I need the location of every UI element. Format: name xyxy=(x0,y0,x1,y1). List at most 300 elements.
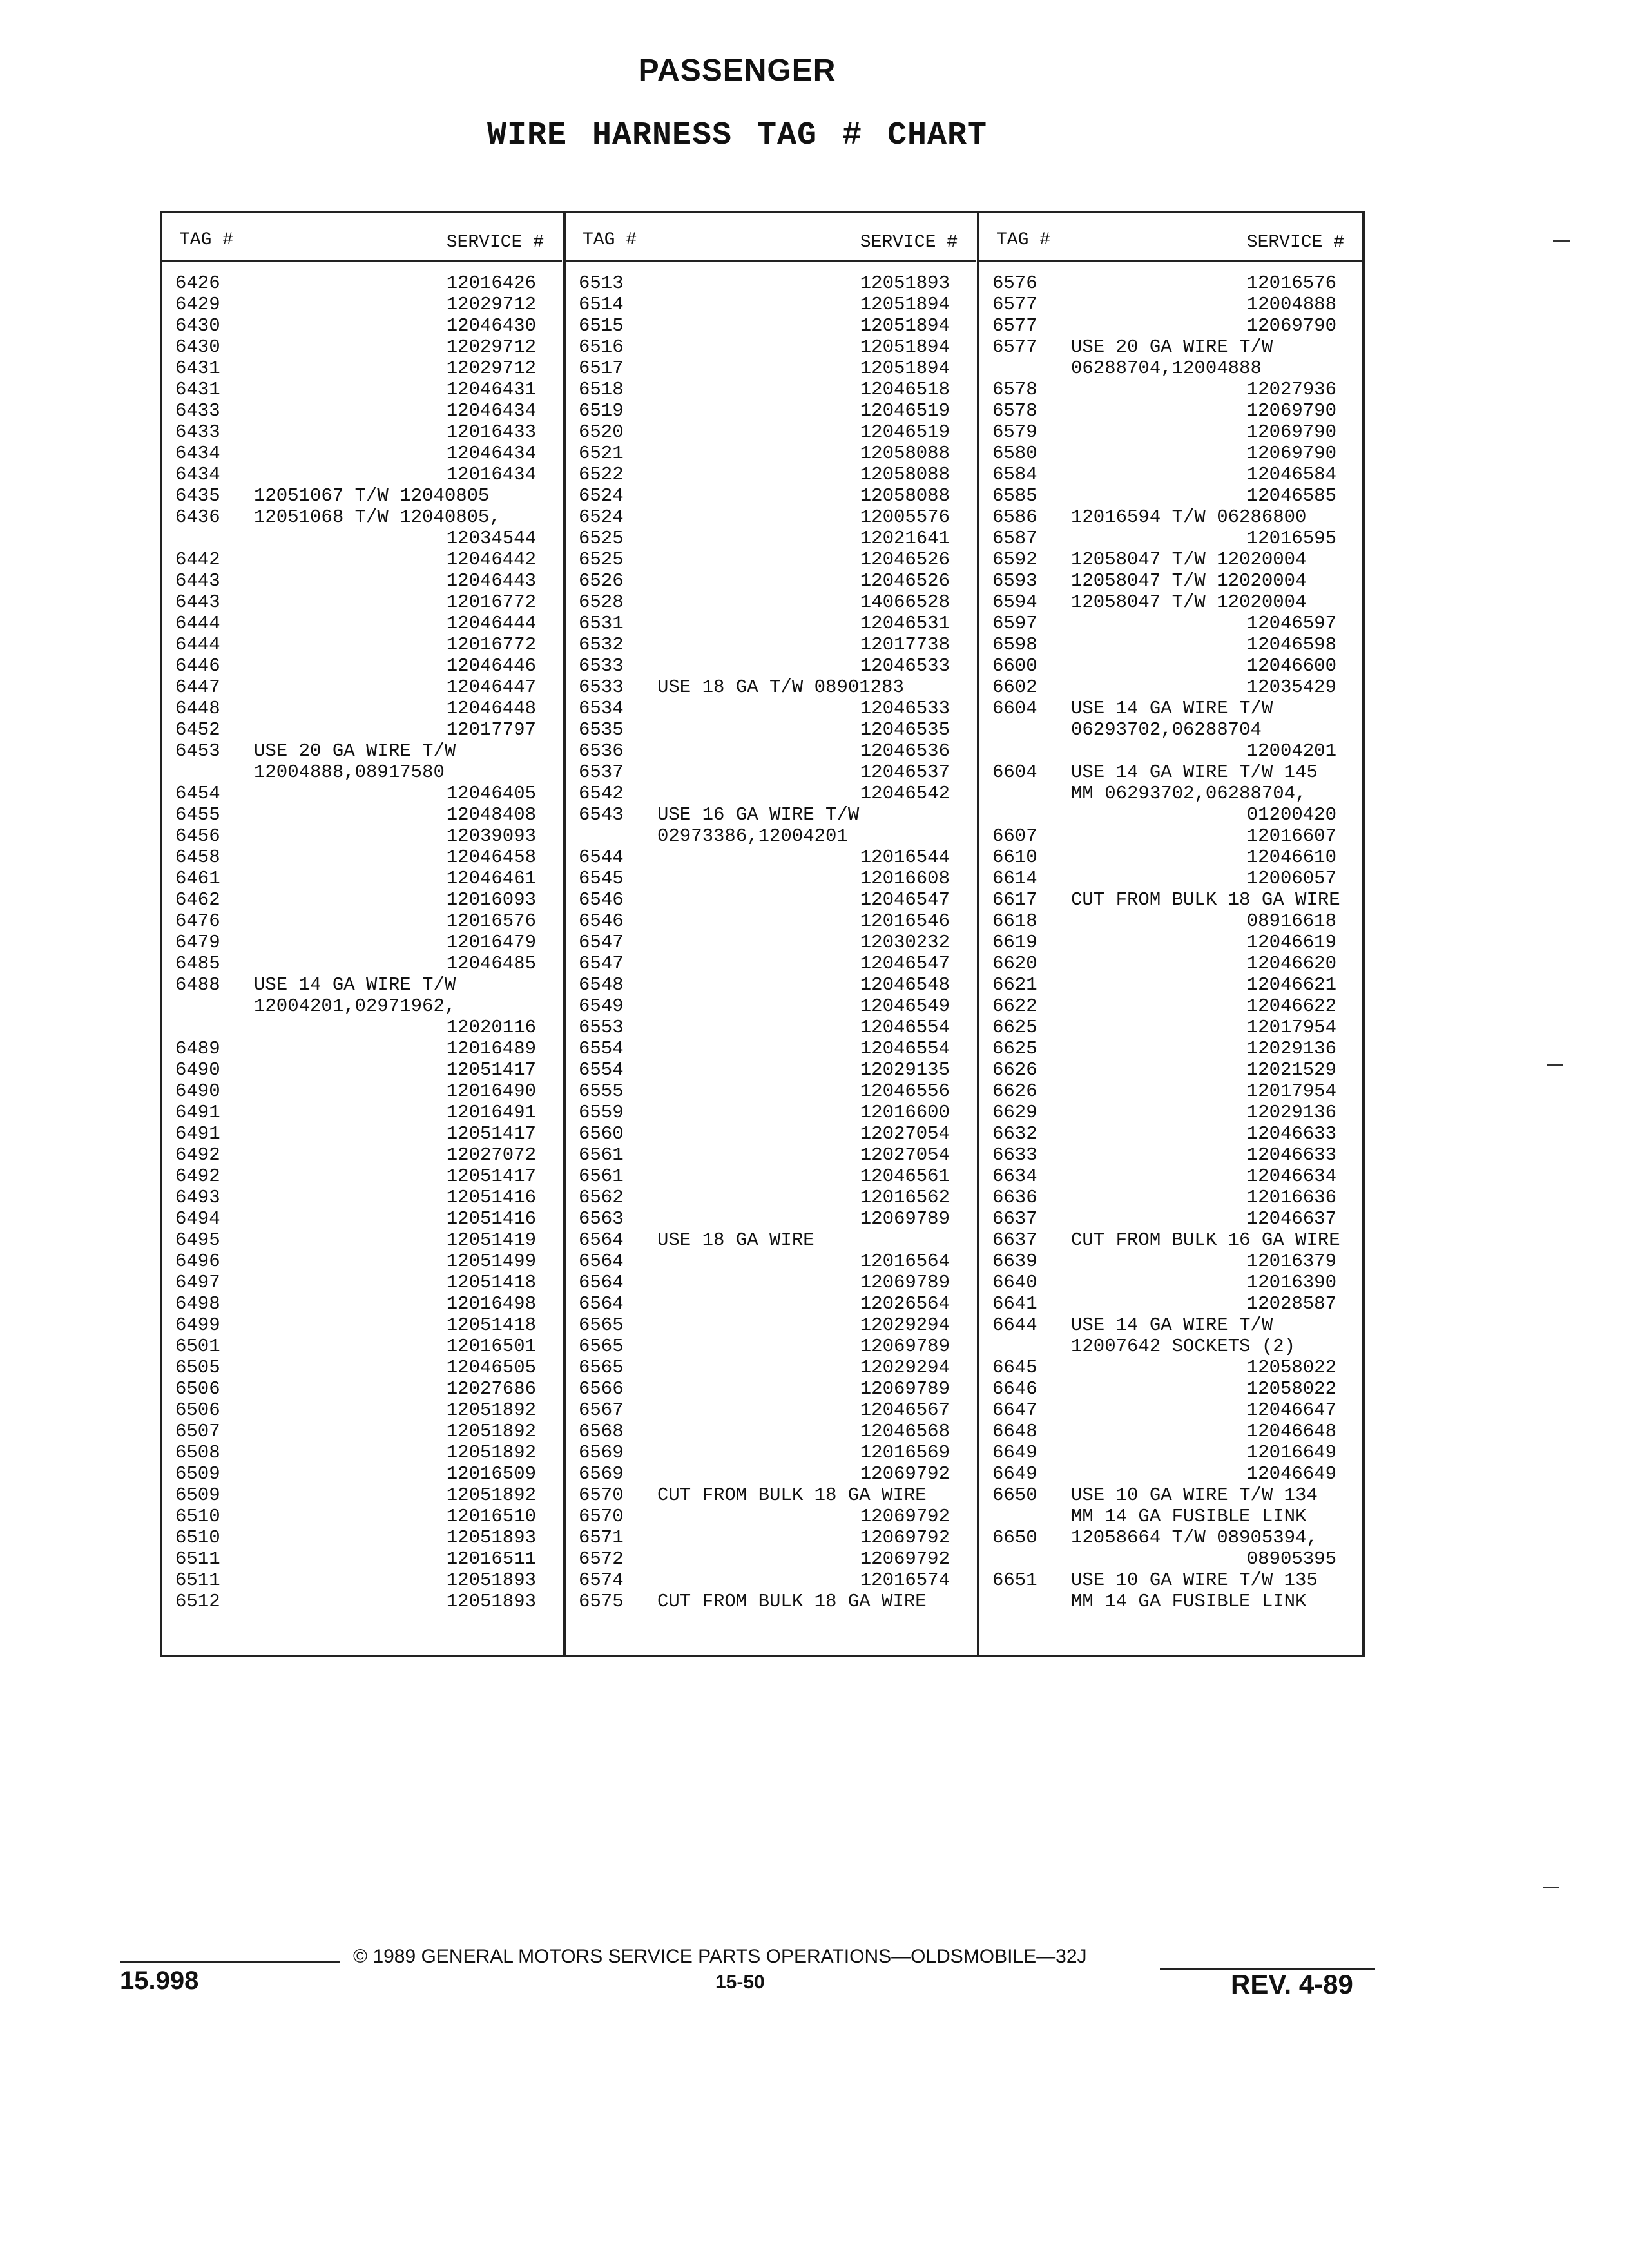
tag-number: 6456 xyxy=(175,825,220,847)
table-row xyxy=(162,910,562,932)
tag-number: 6626 xyxy=(992,1059,1037,1081)
service-number: 12046405 xyxy=(446,783,536,804)
tag-number: 6429 xyxy=(175,294,220,315)
table-row xyxy=(979,1229,1362,1251)
service-number: 12058047 T/W 12020004 xyxy=(1071,549,1307,570)
service-number: 12051892 xyxy=(446,1442,536,1463)
service-number: 12046461 xyxy=(446,868,536,889)
tag-number: 6546 xyxy=(579,910,624,932)
tag-number: 6580 xyxy=(992,443,1037,464)
table-row xyxy=(162,1548,562,1570)
service-number: 12016434 xyxy=(446,464,536,485)
tag-number: 6547 xyxy=(579,953,624,974)
tag-number: 6554 xyxy=(579,1059,624,1081)
tag-number: 6607 xyxy=(992,825,1037,847)
tag-number: 6637 xyxy=(992,1229,1037,1251)
service-number: USE 14 GA WIRE T/W xyxy=(1071,1314,1273,1336)
table-row xyxy=(979,1570,1362,1591)
tag-number: 6491 xyxy=(175,1102,220,1123)
table-row xyxy=(979,273,1362,294)
tag-number: 6525 xyxy=(579,528,624,549)
table-row xyxy=(566,506,976,528)
tag-number: 6511 xyxy=(175,1548,220,1570)
table-row xyxy=(566,591,976,613)
tag-number: 6533 xyxy=(579,655,624,677)
table-row xyxy=(162,1570,562,1591)
column-header xyxy=(566,213,976,262)
footer-copyright: © 1989 GENERAL MOTORS SERVICE PARTS OPERATIONS—OLDSMOBILE—32J xyxy=(353,1946,1087,1967)
service-number: 12046600 xyxy=(1246,655,1336,677)
table-row xyxy=(979,613,1362,634)
service-number: 12016489 xyxy=(446,1038,536,1059)
table-row xyxy=(979,1102,1362,1123)
service-number: 12051068 T/W 12040805, xyxy=(254,506,501,528)
service-number: 12058047 T/W 12020004 xyxy=(1071,570,1307,591)
tag-number: 6574 xyxy=(579,1570,624,1591)
table-row xyxy=(566,421,976,443)
table-row xyxy=(566,1187,976,1208)
table-row xyxy=(162,783,562,804)
service-number: 12046519 xyxy=(860,421,950,443)
service-number: 12046647 xyxy=(1246,1399,1336,1421)
service-number: 12016544 xyxy=(860,847,950,868)
service-number: USE 18 GA WIRE xyxy=(657,1229,815,1251)
service-number: USE 20 GA WIRE T/W xyxy=(1071,336,1273,358)
service-number: 12016546 xyxy=(860,910,950,932)
service-number: 12004201 xyxy=(1246,740,1336,762)
service-number: 12046526 xyxy=(860,549,950,570)
service-number: 12016491 xyxy=(446,1102,536,1123)
table-row xyxy=(979,1251,1362,1272)
tag-number: 6479 xyxy=(175,932,220,953)
table-row xyxy=(979,1591,1362,1612)
service-number: 12016562 xyxy=(860,1187,950,1208)
margin-mark xyxy=(1547,1064,1563,1066)
service-number: 12046547 xyxy=(860,953,950,974)
tag-number: 6443 xyxy=(175,570,220,591)
service-number: 12020116 xyxy=(446,1017,536,1038)
tag-number: 6515 xyxy=(579,315,624,336)
tag-number: 6614 xyxy=(992,868,1037,889)
tag-number: 6497 xyxy=(175,1272,220,1293)
service-number: 12016433 xyxy=(446,421,536,443)
tag-number: 6528 xyxy=(579,591,624,613)
tag-number: 6510 xyxy=(175,1506,220,1527)
table-column-1 xyxy=(162,213,562,1655)
service-number: 12046537 xyxy=(860,762,950,783)
tag-number: 6492 xyxy=(175,1166,220,1187)
service-number: 12046649 xyxy=(1246,1463,1336,1485)
tag-number: 6544 xyxy=(579,847,624,868)
service-number: 12016607 xyxy=(1246,825,1336,847)
tag-number: 6543 xyxy=(579,804,624,825)
table-row xyxy=(566,719,976,740)
table-row xyxy=(979,1442,1362,1463)
table-row xyxy=(566,294,976,315)
table-row xyxy=(162,1123,562,1144)
service-number: 12016426 xyxy=(446,273,536,294)
column-header xyxy=(162,213,562,262)
table-row xyxy=(162,698,562,719)
service-number: 12028587 xyxy=(1246,1293,1336,1314)
tag-number: 6545 xyxy=(579,868,624,889)
service-number: 12051894 xyxy=(860,294,950,315)
service-number: 12051894 xyxy=(860,336,950,358)
table-row xyxy=(979,634,1362,655)
service-number: 12069790 xyxy=(1246,315,1336,336)
header-service: SERVICE # xyxy=(1246,233,1344,253)
table-row xyxy=(162,1293,562,1314)
table-row xyxy=(162,932,562,953)
tag-number: 6564 xyxy=(579,1293,624,1314)
table-row xyxy=(566,1102,976,1123)
table-row xyxy=(162,506,562,528)
column-rows xyxy=(979,273,1362,1612)
table-row xyxy=(566,570,976,591)
tag-number: 6525 xyxy=(579,549,624,570)
table-row xyxy=(566,1570,976,1591)
service-number: 12046568 xyxy=(860,1421,950,1442)
tag-number: 6520 xyxy=(579,421,624,443)
table-row xyxy=(979,762,1362,783)
page-title: PASSENGER xyxy=(638,53,836,88)
tag-number: 6531 xyxy=(579,613,624,634)
table-row xyxy=(162,1102,562,1123)
service-number: 12046526 xyxy=(860,570,950,591)
tag-number: 6522 xyxy=(579,464,624,485)
table-row xyxy=(162,464,562,485)
service-number: 12069792 xyxy=(860,1506,950,1527)
tag-number: 6636 xyxy=(992,1187,1037,1208)
service-number: 12029136 xyxy=(1246,1038,1336,1059)
table-row xyxy=(566,1314,976,1336)
service-number: CUT FROM BULK 16 GA WIRE xyxy=(1071,1229,1340,1251)
table-row xyxy=(979,740,1362,762)
tag-number: 6560 xyxy=(579,1123,624,1144)
service-number: 12046448 xyxy=(446,698,536,719)
table-row xyxy=(566,336,976,358)
table-row xyxy=(566,634,976,655)
service-number: 12016576 xyxy=(446,910,536,932)
table-row xyxy=(979,1187,1362,1208)
service-number: 12016636 xyxy=(1246,1187,1336,1208)
column-rows xyxy=(162,273,562,1612)
tag-number: 6524 xyxy=(579,506,624,528)
table-row xyxy=(162,953,562,974)
service-number: 12029712 xyxy=(446,336,536,358)
service-number: 12017738 xyxy=(860,634,950,655)
service-number: 12016479 xyxy=(446,932,536,953)
tag-number: 6644 xyxy=(992,1314,1037,1336)
table-row xyxy=(566,825,976,847)
table-row xyxy=(566,677,976,698)
service-number: 12046619 xyxy=(1246,932,1336,953)
table-row xyxy=(979,932,1362,953)
service-number: 12016509 xyxy=(446,1463,536,1485)
table-row xyxy=(566,1208,976,1229)
service-number: MM 06293702,06288704, xyxy=(1071,783,1307,804)
table-row xyxy=(162,1463,562,1485)
service-number: 12046434 xyxy=(446,400,536,421)
tag-number: 6521 xyxy=(579,443,624,464)
service-number: 12005576 xyxy=(860,506,950,528)
service-number: 12051893 xyxy=(446,1527,536,1548)
service-number: 12029136 xyxy=(1246,1102,1336,1123)
service-number: 12051416 xyxy=(446,1187,536,1208)
table-row xyxy=(566,1166,976,1187)
table-row xyxy=(566,1527,976,1548)
service-number: 12016501 xyxy=(446,1336,536,1357)
tag-number: 6496 xyxy=(175,1251,220,1272)
table-row xyxy=(979,655,1362,677)
service-number: 12051894 xyxy=(860,358,950,379)
service-number: 12069789 xyxy=(860,1378,950,1399)
table-row xyxy=(979,1208,1362,1229)
table-row xyxy=(979,1272,1362,1293)
service-number: 12069790 xyxy=(1246,421,1336,443)
tag-number: 6625 xyxy=(992,1038,1037,1059)
footer-rule xyxy=(120,1961,340,1963)
service-number: 12016574 xyxy=(860,1570,950,1591)
service-number: 12046533 xyxy=(860,655,950,677)
tag-number: 6454 xyxy=(175,783,220,804)
table-row xyxy=(979,1357,1362,1378)
table-row xyxy=(979,528,1362,549)
service-number: 12046561 xyxy=(860,1166,950,1187)
service-number: 06288704,12004888 xyxy=(1071,358,1262,379)
tag-number: 6513 xyxy=(579,273,624,294)
table-row xyxy=(566,315,976,336)
table-row xyxy=(162,400,562,421)
tag-number: 6488 xyxy=(175,974,220,995)
column-rows xyxy=(566,273,976,1612)
service-number: 12016511 xyxy=(446,1548,536,1570)
tag-number: 6597 xyxy=(992,613,1037,634)
tag-number: 6553 xyxy=(579,1017,624,1038)
service-number: 12046536 xyxy=(860,740,950,762)
service-number: 12051892 xyxy=(446,1399,536,1421)
table-row xyxy=(979,591,1362,613)
chart-title: WIRE HARNESS TAG # CHART xyxy=(487,117,988,154)
table-row xyxy=(566,1357,976,1378)
tag-number: 6495 xyxy=(175,1229,220,1251)
tag-number: 6576 xyxy=(992,273,1037,294)
tag-number: 6561 xyxy=(579,1166,624,1187)
service-number: 12046556 xyxy=(860,1081,950,1102)
tag-number: 6578 xyxy=(992,379,1037,400)
tag-number: 6578 xyxy=(992,400,1037,421)
service-number: 12069792 xyxy=(860,1463,950,1485)
table-row xyxy=(566,995,976,1017)
tag-number: 6610 xyxy=(992,847,1037,868)
tag-number: 6569 xyxy=(579,1463,624,1485)
table-row xyxy=(162,740,562,762)
service-number: 12039093 xyxy=(446,825,536,847)
tag-number: 6584 xyxy=(992,464,1037,485)
table-row xyxy=(566,889,976,910)
service-number: 12046620 xyxy=(1246,953,1336,974)
table-row xyxy=(566,932,976,953)
table-row xyxy=(162,1144,562,1166)
table-row xyxy=(566,1463,976,1485)
service-number: 08905395 xyxy=(1246,1548,1336,1570)
service-number: 08916618 xyxy=(1246,910,1336,932)
service-number: USE 20 GA WIRE T/W xyxy=(254,740,456,762)
tag-number: 6498 xyxy=(175,1293,220,1314)
table-row xyxy=(566,1336,976,1357)
service-number: 01200420 xyxy=(1246,804,1336,825)
tag-number: 6645 xyxy=(992,1357,1037,1378)
table-row xyxy=(566,1038,976,1059)
tag-number: 6571 xyxy=(579,1527,624,1548)
service-number: 12046622 xyxy=(1246,995,1336,1017)
table-row xyxy=(566,1059,976,1081)
service-number: 12016576 xyxy=(1246,273,1336,294)
tag-number: 6572 xyxy=(579,1548,624,1570)
tag-number: 6565 xyxy=(579,1314,624,1336)
table-row xyxy=(979,1399,1362,1421)
table-row xyxy=(162,379,562,400)
tag-number: 6430 xyxy=(175,315,220,336)
table-row xyxy=(162,1208,562,1229)
table-row xyxy=(979,549,1362,570)
tag-number: 6634 xyxy=(992,1166,1037,1187)
table-row xyxy=(979,1293,1362,1314)
table-row xyxy=(566,1378,976,1399)
tag-number: 6501 xyxy=(175,1336,220,1357)
service-number: 12069789 xyxy=(860,1336,950,1357)
service-number: 12046549 xyxy=(860,995,950,1017)
table-row xyxy=(979,570,1362,591)
tag-number: 6462 xyxy=(175,889,220,910)
service-number: 12046442 xyxy=(446,549,536,570)
service-number: 12046637 xyxy=(1246,1208,1336,1229)
tag-number: 6458 xyxy=(175,847,220,868)
table-row xyxy=(162,1357,562,1378)
tag-number: 6620 xyxy=(992,953,1037,974)
table-row xyxy=(979,464,1362,485)
table-row xyxy=(566,1144,976,1166)
tag-number: 6434 xyxy=(175,464,220,485)
tag-number: 6564 xyxy=(579,1251,624,1272)
table-row xyxy=(566,1293,976,1314)
tag-number: 6518 xyxy=(579,379,624,400)
table-row xyxy=(566,485,976,506)
tag-number: 6554 xyxy=(579,1038,624,1059)
table-row xyxy=(566,974,976,995)
tag-number: 6562 xyxy=(579,1187,624,1208)
service-number: 12026564 xyxy=(860,1293,950,1314)
tag-number: 6575 xyxy=(579,1591,624,1612)
service-number: 12027072 xyxy=(446,1144,536,1166)
tag-number: 6442 xyxy=(175,549,220,570)
tag-number: 6535 xyxy=(579,719,624,740)
table-row xyxy=(566,1272,976,1293)
table-row xyxy=(162,1038,562,1059)
service-number: 12046597 xyxy=(1246,613,1336,634)
service-number: 12016600 xyxy=(860,1102,950,1123)
header-service: SERVICE # xyxy=(860,233,958,253)
table-row xyxy=(162,1527,562,1548)
page-number: 15.998 xyxy=(120,1966,199,1995)
table-row xyxy=(566,762,976,783)
service-number: 12051893 xyxy=(446,1570,536,1591)
service-number: 12051418 xyxy=(446,1314,536,1336)
service-number: 12069790 xyxy=(1246,443,1336,464)
service-number: USE 16 GA WIRE T/W xyxy=(657,804,860,825)
service-number: 12007642 SOCKETS (2) xyxy=(1071,1336,1296,1357)
table-row xyxy=(566,1399,976,1421)
table-row xyxy=(979,847,1362,868)
tag-number: 6641 xyxy=(992,1293,1037,1314)
service-number: 12004888,08917580 xyxy=(254,762,445,783)
tag-number: 6461 xyxy=(175,868,220,889)
tag-number: 6648 xyxy=(992,1421,1037,1442)
table-row xyxy=(162,847,562,868)
service-number: 12016594 T/W 06286800 xyxy=(1071,506,1307,528)
service-number: 12051892 xyxy=(446,1485,536,1506)
revision-label: REV. 4-89 xyxy=(1231,1969,1353,1999)
table-row xyxy=(162,613,562,634)
tag-number: 6506 xyxy=(175,1378,220,1399)
service-number: 12051416 xyxy=(446,1208,536,1229)
tag-number: 6546 xyxy=(579,889,624,910)
service-number: 12058088 xyxy=(860,485,950,506)
tag-number: 6585 xyxy=(992,485,1037,506)
header-tag: TAG # xyxy=(583,230,637,250)
table-row xyxy=(566,1506,976,1527)
tag-number: 6542 xyxy=(579,783,624,804)
table-row xyxy=(162,315,562,336)
tag-number: 6579 xyxy=(992,421,1037,443)
tag-number: 6548 xyxy=(579,974,624,995)
tag-number: 6435 xyxy=(175,485,220,506)
table-row xyxy=(979,315,1362,336)
service-number: 12051893 xyxy=(446,1591,536,1612)
table-row xyxy=(979,379,1362,400)
table-row xyxy=(162,634,562,655)
service-number: 12046519 xyxy=(860,400,950,421)
table-row xyxy=(566,1081,976,1102)
service-number: 12046430 xyxy=(446,315,536,336)
tag-number: 6514 xyxy=(579,294,624,315)
table-row xyxy=(566,273,976,294)
header-tag: TAG # xyxy=(996,230,1051,250)
service-number: 12051892 xyxy=(446,1421,536,1442)
service-number: 12004888 xyxy=(1246,294,1336,315)
tag-number: 6430 xyxy=(175,336,220,358)
tag-number: 6649 xyxy=(992,1463,1037,1485)
tag-number: 6592 xyxy=(992,549,1037,570)
tag-number: 6561 xyxy=(579,1144,624,1166)
service-number: 12021641 xyxy=(860,528,950,549)
service-number: 12046585 xyxy=(1246,485,1336,506)
service-number: 12017797 xyxy=(446,719,536,740)
service-number: MM 14 GA FUSIBLE LINK xyxy=(1071,1506,1307,1527)
service-number: 12027686 xyxy=(446,1378,536,1399)
table-row xyxy=(566,910,976,932)
table-row xyxy=(979,1463,1362,1485)
service-number: 12046598 xyxy=(1246,634,1336,655)
tag-number: 6570 xyxy=(579,1506,624,1527)
service-number: 12051417 xyxy=(446,1123,536,1144)
service-number: 12069792 xyxy=(860,1527,950,1548)
table-row xyxy=(566,1123,976,1144)
service-number: 12034544 xyxy=(446,528,536,549)
service-number: 12069789 xyxy=(860,1272,950,1293)
tag-number: 6452 xyxy=(175,719,220,740)
table-row xyxy=(979,1506,1362,1527)
